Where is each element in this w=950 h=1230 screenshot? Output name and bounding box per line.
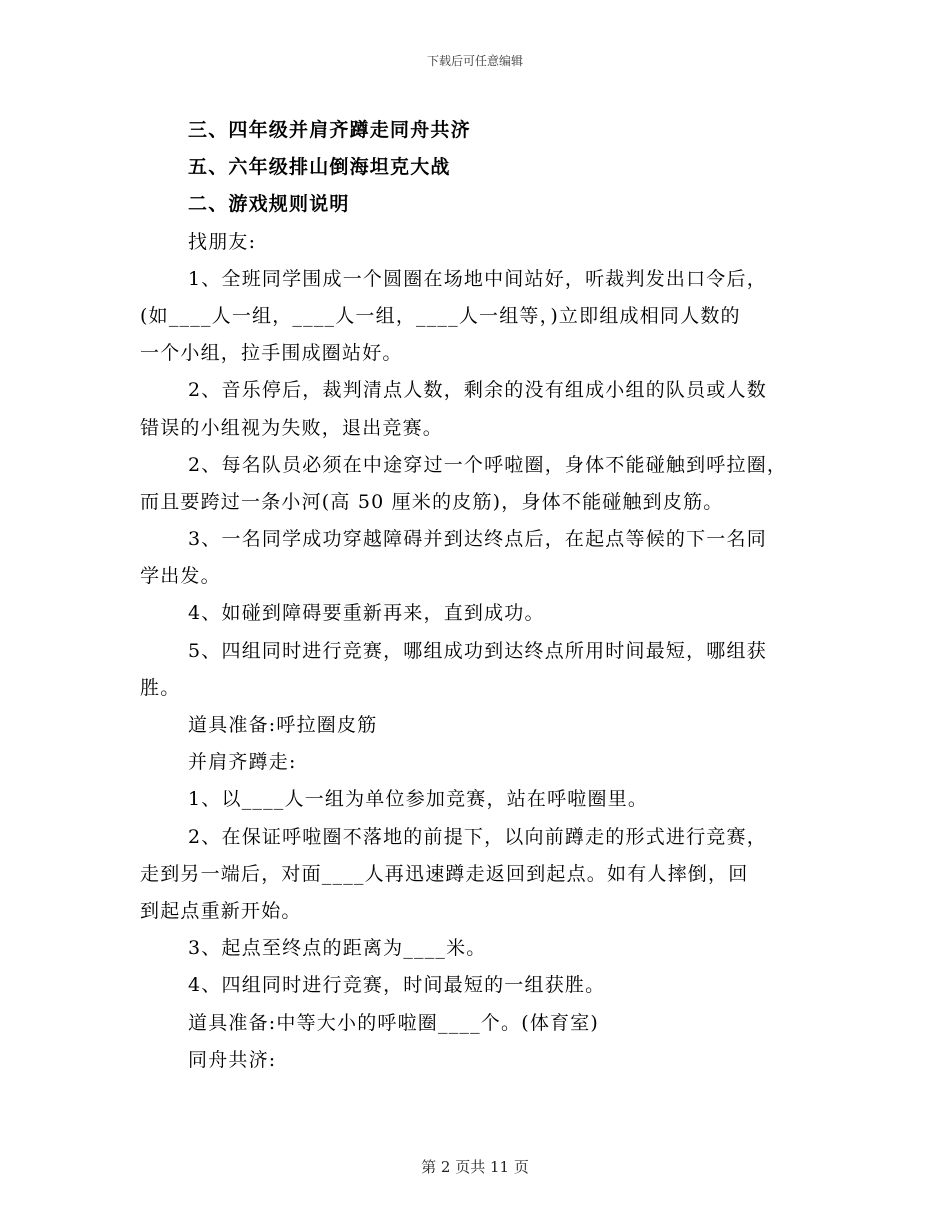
paragraph-line: 道具准备:中等大小的呼啦圈____个。(体育室) [188, 1011, 600, 1034]
paragraph-line: (如____人一组，____人一组，____人一组等，)立即组成相同人数的 [140, 304, 741, 327]
paragraph-line: 1、全班同学围成一个圆圈在场地中间站好，听裁判发出口令后， [188, 267, 767, 290]
paragraph-line: 找朋友: [188, 230, 257, 253]
paragraph-line: 胜。 [140, 676, 181, 699]
paragraph-line: 走到另一端后，对面____人再迅速蹲走返回到起点。如有人摔倒，回 [140, 862, 749, 885]
section-heading: 二、游戏规则说明 [188, 193, 350, 216]
paragraph-line: 而且要跨过一条小河(高 50 厘米的皮筋)，身体不能碰触到皮筋。 [140, 490, 724, 513]
paragraph-line: 3、起点至终点的距离为____米。 [188, 937, 487, 960]
section-heading: 五、六年级排山倒海坦克大战 [188, 156, 451, 179]
paragraph-line: 2、每名队员必须在中途穿过一个呼啦圈，身体不能碰触到呼拉圈， [188, 453, 788, 476]
paragraph-line: 1、以____人一组为单位参加竞赛，站在呼啦圈里。 [188, 788, 649, 811]
paragraph-line: 并肩齐蹲走: [188, 751, 297, 774]
paragraph-line: 道具准备:呼拉圈皮筋 [188, 714, 378, 736]
page-header: 下载后可任意编辑 [426, 54, 523, 68]
document-body [140, 112, 812, 1079]
section-heading: 三、四年级并肩齐蹲走同舟共济 [188, 119, 471, 141]
paragraph-line: 错误的小组视为失败，退出竞赛。 [140, 416, 444, 439]
page-footer: 第 2 页共 11 页 [421, 1158, 529, 1176]
paragraph-line: 一个小组，拉手围成圈站好。 [140, 342, 403, 365]
paragraph-line: 到起点重新开始。 [140, 899, 302, 922]
paragraph-line: 4、如碰到障碍要重新再来，直到成功。 [188, 602, 545, 625]
paragraph-line: 4、四组同时进行竞赛，时间最短的一组获胜。 [188, 974, 606, 997]
paragraph-line: 学出发。 [140, 565, 221, 588]
paragraph-line: 3、一名同学成功穿越障碍并到达终点后，在起点等候的下一名同 [188, 528, 767, 551]
paragraph-line: 2、在保证呼啦圈不落地的前提下，以向前蹲走的形式进行竞赛， [188, 825, 767, 848]
paragraph-line: 5、四组同时进行竞赛，哪组成功到达终点所用时间最短，哪组获 [188, 639, 767, 662]
paragraph-line: 同舟共济: [188, 1048, 277, 1071]
paragraph-line: 2、音乐停后，裁判清点人数，剩余的没有组成小组的队员或人数 [188, 379, 767, 402]
